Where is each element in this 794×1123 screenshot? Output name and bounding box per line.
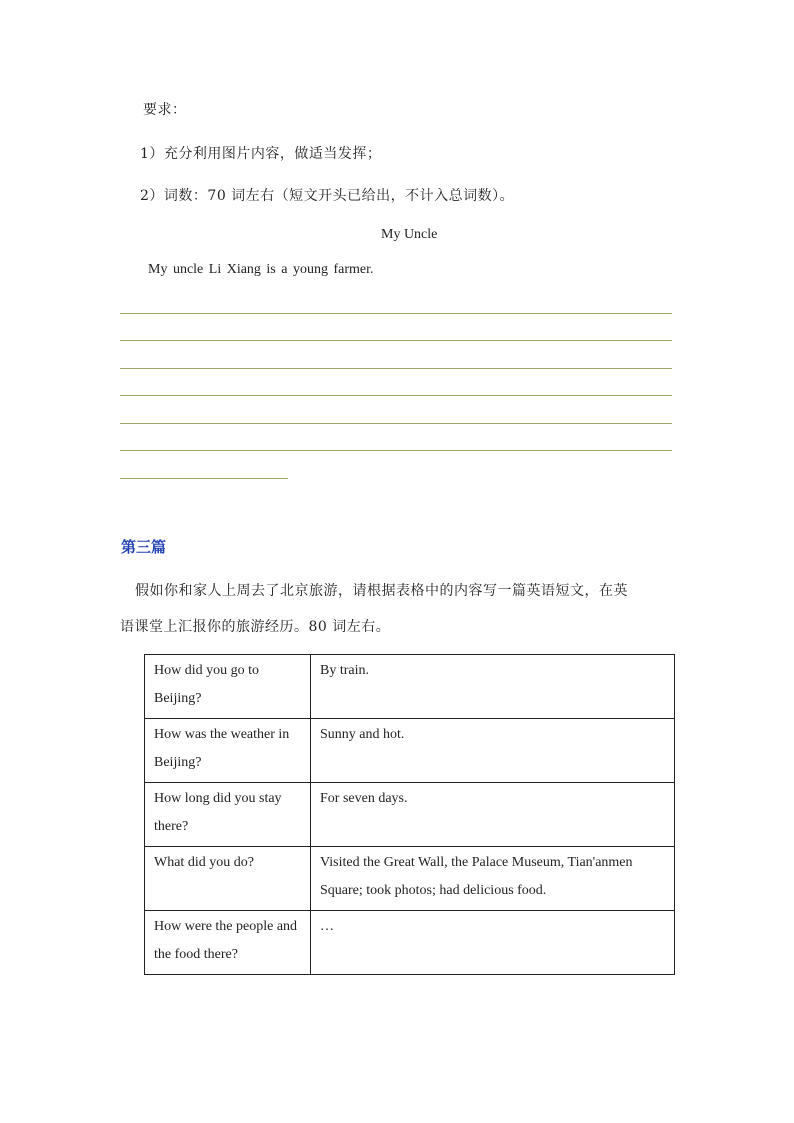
travel-info-table (144, 654, 675, 975)
section-heading: 第三篇 (121, 538, 167, 556)
essay-title: My Uncle (381, 227, 438, 242)
writing-line (120, 313, 672, 314)
table-row (145, 911, 675, 975)
question-cell: How was the weather in Beijing? (145, 719, 311, 783)
section-prompt-line-1: 假如你和家人上周去了北京旅游，请根据表格中的内容写一篇英语短文，在英 (135, 583, 628, 599)
writing-line-short (120, 478, 288, 479)
writing-line (120, 395, 672, 396)
answer-cell: Sunny and hot. (311, 719, 675, 783)
answer-cell: For seven days. (311, 783, 675, 847)
table-row (145, 783, 675, 847)
table-row (145, 655, 675, 719)
writing-line (120, 450, 672, 451)
answer-cell: … (311, 911, 675, 975)
answer-cell: Visited the Great Wall, the Palace Museum, Tian'anmen Square; took photos; had delicious food. (311, 847, 675, 911)
writing-line (120, 368, 672, 369)
answer-cell: By train. (311, 655, 675, 719)
table-row (145, 719, 675, 783)
question-cell: What did you do? (145, 847, 311, 911)
requirement-item-1: 1）充分利用图片内容，做适当发挥； (140, 146, 382, 162)
requirements-title: 要求： (143, 102, 187, 118)
table-row (145, 847, 675, 911)
requirement-item-2: 2）词数：70 词左右（短文开头已给出，不计入总词数）。 (140, 188, 515, 204)
question-cell: How did you go to Beijing? (145, 655, 311, 719)
writing-line (120, 340, 672, 341)
section-prompt-line-2: 语课堂上汇报你的旅游经历。80 词左右。 (120, 619, 391, 635)
question-cell: How long did you stay there? (145, 783, 311, 847)
essay-opening: My uncle Li Xiang is a young farmer. (148, 262, 374, 277)
question-cell: How were the people and the food there? (145, 911, 311, 975)
writing-line (120, 423, 672, 424)
